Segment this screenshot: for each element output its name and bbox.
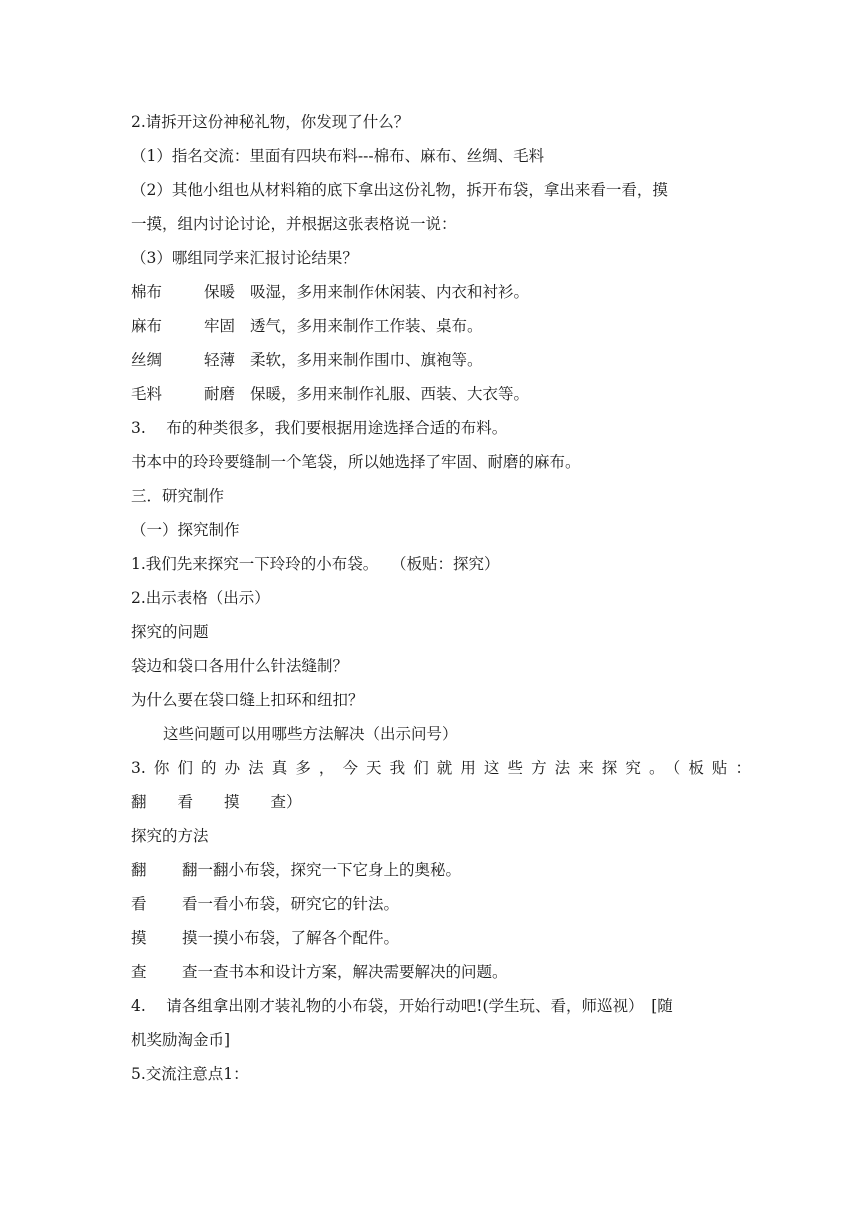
sub-item-2-line-1: （2）其他小组也从材料箱的底下拿出这份礼物，拆开布袋，拿出来看一看，摸	[131, 181, 668, 199]
method-row	[131, 894, 751, 914]
fabric-row	[131, 384, 751, 404]
section-3-heading: 三．研究制作	[131, 487, 225, 505]
item-2-heading: 2.请拆开这份神秘礼物，你发现了什么？	[131, 113, 410, 131]
fabric-trait: 保暖	[204, 283, 236, 301]
sub-item-3: （3）哪组同学来汇报讨论结果？	[131, 249, 358, 267]
step-4-line-1: 4. 请各组拿出刚才装礼物的小布袋，开始行动吧!(学生玩、看，师巡视） [随	[131, 997, 673, 1015]
methods-title: 探究的方法	[131, 827, 209, 845]
question-item: 袋边和袋口各用什么针法缝制？	[131, 657, 349, 675]
method-word: 查	[131, 963, 147, 981]
question-item: 为什么要在袋口缝上扣环和纽扣？	[131, 691, 364, 709]
step-1: 1.我们先来探究一下玲玲的小布袋。 （板贴：探究）	[131, 555, 500, 573]
subsection-heading: （一）探究制作	[131, 521, 240, 539]
step-3-line-2: 翻 看 摸 查）	[131, 793, 302, 811]
solve-line: 这些问题可以用哪些方法解决（出示问号）	[163, 725, 458, 743]
method-word: 摸	[131, 929, 147, 947]
fabric-trait: 牢固	[204, 317, 236, 335]
fabric-row	[131, 350, 751, 370]
method-word: 看	[131, 895, 147, 913]
step-4-line-2: 机奖励淘金币]	[131, 1031, 231, 1049]
item-3-heading: 3. 布的种类很多，我们要根据用途选择合适的布料。	[131, 419, 508, 437]
method-row	[131, 860, 751, 880]
fabric-row	[131, 316, 751, 336]
method-desc: 看一看小布袋，研究它的针法。	[182, 895, 400, 913]
fabric-trait: 耐磨	[204, 385, 236, 403]
item-3-body: 书本中的玲玲要缝制一个笔袋，所以她选择了牢固、耐磨的麻布。	[131, 453, 581, 471]
method-desc: 翻一翻小布袋，探究一下它身上的奥秘。	[182, 861, 462, 879]
method-desc: 摸一摸小布袋，了解各个配件。	[182, 929, 400, 947]
fabric-name: 棉布	[131, 283, 163, 301]
sub-item-1: （1）指名交流：里面有四块布料---棉布、麻布、丝绸、毛料	[131, 147, 545, 165]
fabric-trait: 轻薄	[204, 351, 236, 369]
fabric-desc: 柔软，多用来制作围巾、旗袍等。	[250, 351, 483, 369]
step-2: 2.出示表格（出示）	[131, 589, 270, 607]
fabric-name: 毛料	[131, 385, 163, 403]
sub-item-2-line-2: 一摸，组内讨论讨论，并根据这张表格说一说：	[131, 215, 457, 233]
fabric-name: 麻布	[131, 317, 163, 335]
fabric-desc: 保暖，多用来制作礼服、西装、大衣等。	[250, 385, 530, 403]
fabric-desc: 吸湿，多用来制作休闲装、内衣和衬衫。	[250, 283, 530, 301]
step-5: 5.交流注意点1：	[131, 1065, 249, 1083]
questions-title: 探究的问题	[131, 623, 209, 641]
method-word: 翻	[131, 861, 147, 879]
fabric-desc: 透气，多用来制作工作装、桌布。	[250, 317, 483, 335]
method-desc: 查一查书本和设计方案，解决需要解决的问题。	[182, 963, 508, 981]
fabric-name: 丝绸	[131, 351, 163, 369]
step-3-line-1: 3.你们的办法真多，今天我们就用这些方法来探究。（板贴：	[131, 759, 751, 777]
method-row	[131, 928, 751, 948]
method-row	[131, 962, 751, 982]
fabric-row	[131, 282, 751, 302]
